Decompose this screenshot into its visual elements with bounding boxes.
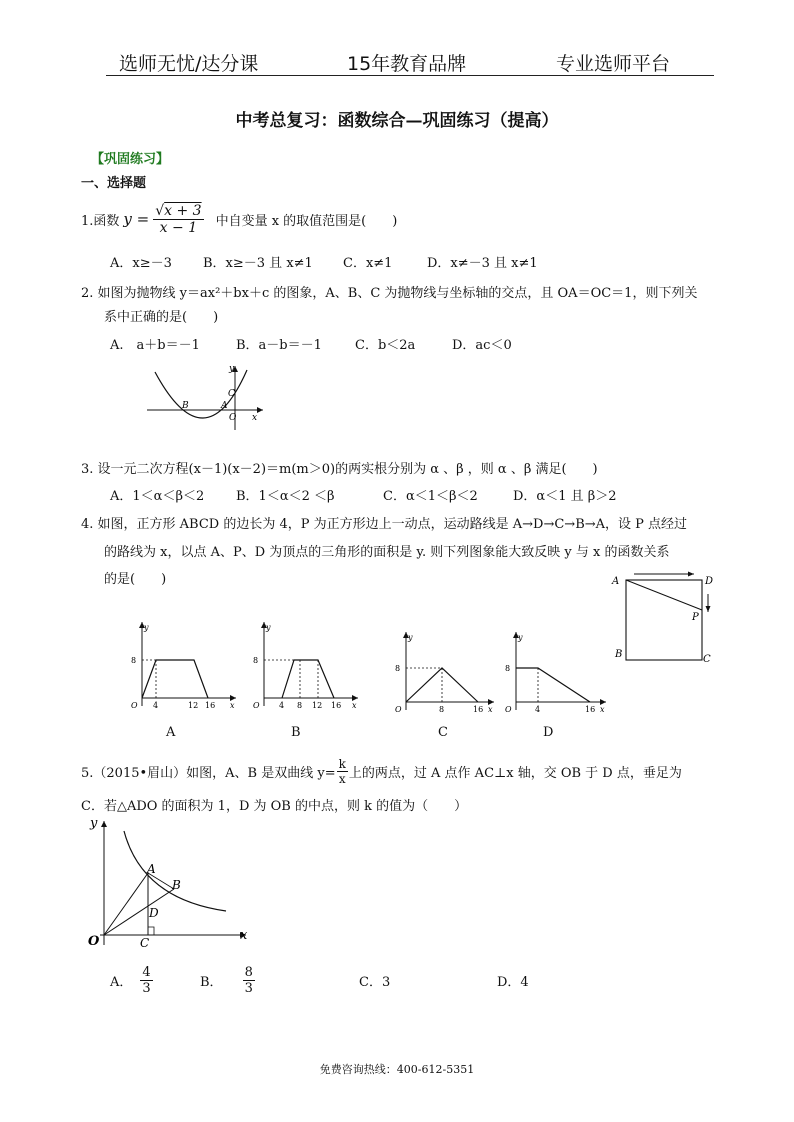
q5-option-b: [200, 960, 255, 1000]
q1-numerator: √x + 3: [155, 202, 202, 219]
q4-label-c: C: [703, 654, 711, 665]
graph-a-x-tick-2: 12: [188, 701, 199, 710]
graph-d-label-y: y: [518, 633, 523, 642]
q3-option-d: D．α＜1 且 β＞2: [513, 489, 617, 504]
q4-segment-ap: [626, 580, 702, 610]
q1-fraction: [153, 203, 203, 236]
q4-square: [626, 580, 702, 660]
graph-a-x-tick-3: 16: [205, 701, 216, 710]
graph-d-label-o: O: [505, 705, 512, 714]
q2-label-x: x: [252, 413, 258, 423]
footer-hotline: 免费咨询热线：400-612-5351: [319, 1063, 475, 1076]
q5-frac-den: x: [338, 771, 346, 786]
q2-option-d: D．ac＜0: [452, 338, 512, 353]
graph-a-x-tick-1: 4: [153, 701, 159, 710]
q4-square-figure: [608, 570, 718, 670]
graph-b-label-y: y: [266, 623, 271, 632]
q5-option-b-den: 3: [244, 980, 253, 996]
q4-graph-b: [248, 618, 364, 710]
q5-line2: C．若△ADO 的面积为 1，D 为 OB 的中点，则 k 的值为（ ）: [81, 799, 468, 814]
q1-option-c: C．x≠1: [343, 256, 393, 271]
q3-line1: 3. 设一元二次方程(x－1)(x－2)＝m(m＞0)的两实根分别为 α 、β ，则 α 、β 满足( ): [81, 462, 598, 477]
q4-graph-c: [390, 628, 500, 716]
q5-option-d: D．4: [497, 975, 529, 990]
q2-label-b: B: [182, 401, 189, 411]
q5-line1: [81, 756, 682, 786]
q2-label-y: y: [229, 364, 235, 374]
graph-d-x-tick-2: 16: [585, 705, 596, 714]
graph-d-y-tick: 8: [505, 664, 511, 673]
q2-option-c: C．b＜2a: [355, 338, 416, 353]
q1-denominator: x − 1: [159, 219, 198, 236]
graph-b-x-tick-1: 4: [279, 701, 285, 710]
section-heading: 一、选择题: [81, 176, 147, 191]
q4-label-p: P: [692, 612, 699, 623]
q5-hyperbola: [124, 831, 226, 911]
q5-option-a-label: A．: [110, 974, 133, 990]
q5-y-arrow-icon: [101, 821, 107, 827]
graph-a-label-o: O: [131, 701, 138, 710]
q3-option-b: B．1＜α＜2 ＜β: [236, 489, 335, 504]
q5-option-a-den: 3: [142, 980, 151, 996]
q2-parabola-figure: [145, 360, 270, 432]
q5-option-a: [110, 960, 153, 1000]
q4-line2: 的路线为 x，以点 A、P、D 为顶点的三角形的面积是 y. 则下列图象能大致反映 y 与 x 的函数关系: [104, 545, 670, 560]
graph-c-label-x: x: [488, 705, 493, 714]
graph-b-y-tick: 8: [253, 656, 259, 665]
page-title: 中考总复习：函数综合—巩固练习（提高）: [235, 111, 559, 131]
graph-a-label-x: x: [230, 701, 235, 710]
graph-c-x-tick-2: 16: [473, 705, 484, 714]
q5-label-b: B: [172, 878, 181, 892]
q5-fraction: [337, 757, 348, 786]
q4-down-arrow-icon: [706, 606, 711, 612]
q5-option-b-fraction: [243, 965, 255, 996]
q4-label-a: A: [612, 576, 620, 587]
q2-label-o: O: [229, 413, 237, 423]
q5-label-c: C: [140, 936, 150, 950]
q4-line3: 的是( ): [104, 572, 167, 587]
q4-line1: 4. 如图，正方形 ABCD 的边长为 4，P 为正方形边上一动点，运动路线是 A→D→C→B→A，设 P 点经过: [81, 517, 688, 532]
q4-label-d: D: [705, 576, 714, 587]
graph-b-x-tick-4: 16: [331, 701, 342, 710]
q3-option-c: C．α＜1＜β＜2: [383, 489, 478, 504]
graph-d-curve: [516, 668, 590, 702]
q5-option-c: C．3: [359, 975, 391, 990]
graph-a-label-y: y: [144, 623, 149, 632]
q2-option-b: B．a－b＝－1: [236, 338, 322, 353]
q1-option-b: B．x≥－3 且 x≠1: [203, 256, 313, 271]
graph-c-y-tick: 8: [395, 664, 401, 673]
q5-right-angle-mark: [148, 927, 154, 935]
graph-a-curve: [142, 660, 208, 698]
q5-option-a-num: 4: [142, 964, 151, 980]
q5-frac-num: k: [338, 756, 346, 771]
graph-b-x-tick-2: 8: [297, 701, 303, 710]
q5-option-b-num: 8: [244, 964, 253, 980]
graph-b-x-tick-3: 12: [312, 701, 323, 710]
graph-b-label-o: O: [253, 701, 260, 710]
graph-c-label-y: y: [408, 633, 413, 642]
graph-d-label-x: x: [600, 705, 605, 714]
graph-d-x-tick-1: 4: [535, 705, 541, 714]
q4-right-arrow-icon: [688, 572, 694, 577]
q4-caption-c: C: [438, 725, 448, 740]
header-brand: 选师无忧/达分课: [119, 53, 259, 75]
q2-label-c: C: [228, 389, 235, 399]
header-platform: 专业选师平台: [556, 53, 671, 75]
q1-prefix: 1.函数: [81, 213, 120, 229]
q4-caption-d: D: [543, 725, 554, 740]
q5-segment-ob: [104, 889, 174, 935]
q2-option-a: A. a＋b＝－1: [110, 338, 200, 353]
q1-option-d: D．x≠－3 且 x≠1: [427, 256, 538, 271]
q4-label-b: B: [615, 649, 623, 660]
q5-label-y: y: [90, 816, 98, 831]
q5-option-a-fraction: [140, 965, 152, 996]
q5-label-o: O: [88, 934, 100, 949]
q4-graph-a: [126, 618, 242, 710]
q1-option-a: A．x≥－3: [110, 256, 172, 271]
q5-segment-oa: [104, 873, 148, 935]
graph-a-y-tick: 8: [131, 656, 137, 665]
header-slogan: 15年教育品牌: [347, 53, 467, 75]
q4-caption-a: A: [166, 725, 176, 740]
question-1: [81, 199, 397, 239]
q1-suffix: 中自变量 x 的取值范围是( ): [215, 213, 398, 229]
graph-b-curve: [282, 660, 334, 698]
q4-caption-b: B: [291, 725, 301, 740]
q5-label-d: D: [149, 906, 159, 920]
graph-c-label-o: O: [395, 705, 402, 714]
q5-line1-start: 5.（2015•眉山）如图，A、B 是双曲线 y=: [81, 765, 336, 781]
q2-line1: 2. 如图为抛物线 y＝ax²＋bx＋c 的图象，A、B、C 为抛物线与坐标轴的交点，且 OA＝OC＝1，则下列关: [81, 286, 698, 301]
q3-option-a: A．1＜α＜β＜2: [110, 489, 205, 504]
q1-y-eq: y =: [123, 210, 150, 228]
q2-line2: 系中正确的是( ): [104, 310, 219, 325]
q5-label-a: A: [147, 862, 156, 876]
q5-line1-end: 上的两点，过 A 点作 AC⊥x 轴，交 OB 于 D 点，垂足为: [348, 765, 682, 781]
q5-label-x: x: [240, 928, 248, 943]
section-tag: 【巩固练习】: [91, 152, 170, 167]
q4-graph-d: [500, 628, 612, 716]
q5-option-b-label: B．: [200, 974, 223, 990]
q2-label-a: A: [221, 401, 228, 411]
header-divider: [106, 75, 714, 76]
graph-b-label-x: x: [352, 701, 357, 710]
q2-x-arrow-icon: [257, 407, 263, 413]
graph-c-x-tick-1: 8: [439, 705, 445, 714]
q5-hyperbola-figure: [86, 815, 256, 950]
